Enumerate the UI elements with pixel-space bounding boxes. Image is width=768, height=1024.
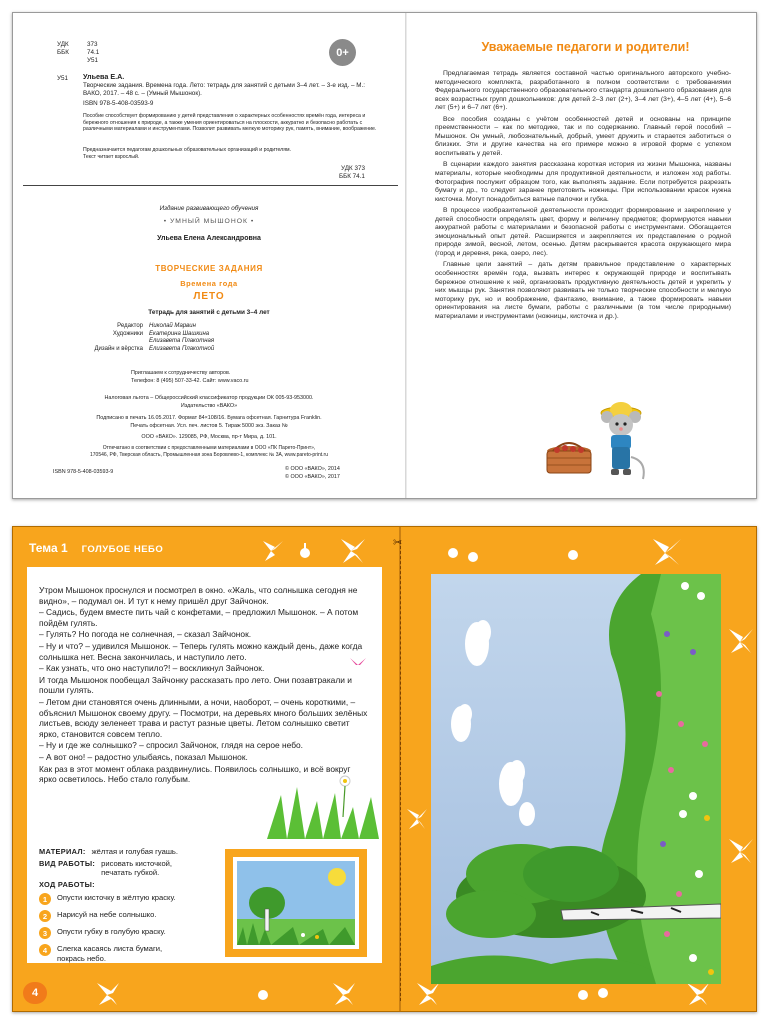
step-text: Нарисуй на небе солнышко. <box>57 910 157 920</box>
publisher-address: ООО «ВАКО». 129085, РФ, Москва, пр-т Мира, д. 101. <box>141 434 277 440</box>
code-key <box>57 57 77 65</box>
print-info-2: Печать офсетная. Усл. печ. листов 5. Тираж 5000 экз. Заказ № <box>130 423 288 429</box>
staff-role <box>53 338 149 346</box>
steps-list <box>39 893 229 962</box>
basket-icon <box>547 443 591 473</box>
staff-name: Екатерина Шашкина <box>149 330 210 337</box>
codes-right <box>339 165 365 181</box>
imprint-page <box>13 13 405 498</box>
cut-line <box>400 541 401 1001</box>
staff-row <box>53 331 214 339</box>
scissors-icon: ✂ <box>393 537 403 549</box>
story-card <box>27 567 382 839</box>
story-paragraph: И тогда Мышонок пообещал Зайчонку рассказать про лето. Они позавтракали и пошли гулять. <box>39 674 352 696</box>
book-description: Пособие способствует формированию у детей представления о характерных особенностях времён года, интереса и бережного отношения к природе, а также умения ориентироваться на плоскости, аккуратно и безопасно работать с различными материалами и инструментами. Позволит развивать мелкую моторику рук, память, внимание, воображение. <box>83 113 377 133</box>
audience-note: Предназначается педагогам дошкольных образовательных организаций и родителям. <box>83 147 292 153</box>
grass-flower-illustration <box>267 767 379 839</box>
preface-paragraph: В процессе изобразительной деятельности происходит формирование и закрепление у детей способности определять цвет, форму и величину предметов; формируются навыки аккуратной работы с материалами и безопасной работы с инструментами. Обогащается эмоциональный опыт детей. Расширяется и закрепляется их представление о родной природе зимой, весной, летом, осенью. Детям раскрывается красота окружающего мира (город и деревня, река, озеро, лес). <box>435 207 731 257</box>
work-type-value: рисовать кисточкой, печатать губкой. <box>101 858 173 878</box>
story-paragraph: – Как узнать, что оно наступило?! – воскликнул Зайчонок. <box>39 663 265 674</box>
preface-page <box>413 13 757 498</box>
call-number: У51 <box>57 75 69 82</box>
story-paragraph: Как раз в этот момент облака раздвинулись. Появилось солнышко, и всё вокруг ярко осветилось. Небо стало голубым. <box>39 763 351 785</box>
butterfly-icon <box>349 657 367 673</box>
story-paragraph: – Садись, будем вместе пить чай с конфетами, – предложил Мышонок. – А потом пойдём гулять. <box>39 607 359 628</box>
story-paragraph: – Летом дни становятся очень длинными, а ночи, наоборот, – очень короткими, – объяснил Мышонок своему другу. – Посмотри, на деревьях много больших зелёных листьев, всюду зеленеет трава и растут разные цветы. Летом солнышко светит ярко, становится совсем тепло. <box>39 696 368 739</box>
print-info-1: Подписано в печать 16.05.2017. Формат 84×108/16. Бумага офсетная. Гарнитура Franklin. <box>96 415 322 421</box>
footer-decor-right <box>413 981 753 1007</box>
mouse-character-illustration <box>545 395 655 487</box>
code-bbk: ББК 74.1 <box>339 173 365 180</box>
step-number: 2 <box>39 910 51 922</box>
example-photo <box>233 857 359 949</box>
step-text: Опусти губку в голубую краску. <box>57 927 166 937</box>
step-item <box>39 910 229 922</box>
code-value: 373 <box>87 41 98 48</box>
staff-row <box>53 323 214 331</box>
work-type-label: ВИД РАБОТЫ: <box>39 858 96 868</box>
task-card <box>27 839 382 963</box>
theme-number: Тема 1 <box>29 541 68 555</box>
example-photo-frame <box>225 849 367 957</box>
work-type-line <box>39 859 229 878</box>
mouse-icon <box>601 402 644 479</box>
staff-list <box>53 323 214 353</box>
author-short: Ульева Е.А. <box>83 72 125 81</box>
age-rating-badge: 0+ <box>329 39 356 66</box>
staff-row <box>53 346 214 354</box>
progress-label: ХОД РАБОТЫ: <box>39 879 95 889</box>
story-paragraph: – Ну и где же солнышко? – спросил Зайчонок, глядя на серое небо. <box>39 740 303 751</box>
preface-paragraph: Все пособия созданы с учётом особенностей детей и основаны на принципе преемственности – как по методике, так и по содержанию. Главный герой пособий – Мышонок. Он умный, любознательный, добрый, умеет дружить и старается заботиться о близких. Эти и другие качества на его примере можно в игровой форме с успехом воспитывать у детей. <box>435 115 731 157</box>
task-instructions <box>39 847 229 968</box>
publisher-phone: Телефон: 8 (495) 507-33-42. Сайт: www.vaco.ru <box>131 378 249 384</box>
code-value: 74.1 <box>87 49 100 56</box>
material-line <box>39 847 229 857</box>
imprint-divider <box>23 185 398 186</box>
preface-paragraph: Главные цели занятий – дать детям правильное представление о характерных особенностях времён года, вызвать интерес к окружающей природе и воспитывать бережное отношение к ней, организовать продуктивную деятельность детей и укрепить у них мышцы рук. Занятия позволяют развивать не только творческие способности и мелкую моторику рук, но и воображение, фантазию, внимание, а также формировать навыки ориентирования на листе бумаги, работы с различными (в том числе природными) материалами и инструментами (ножницы, кисточка и др.). <box>435 261 731 320</box>
coloring-scene <box>431 574 721 984</box>
step-text: Опусти кисточку в жёлтую краску. <box>57 893 176 903</box>
book-title: ТВОРЧЕСКИЕ ЗАДАНИЯ <box>155 264 263 273</box>
book-title-summer: ЛЕТО <box>193 291 225 302</box>
story-paragraph: Утром Мышонок проснулся и посмотрел в окно. «Жаль, что солнышка сегодня не видно», – подумал он. И тут к нему пришёл друг Зайчонок. <box>39 585 358 606</box>
material-label: МАТЕРИАЛ: <box>39 847 86 856</box>
preface-paragraph: В сценарии каждого занятия рассказана короткая история из жизни Мышонка, названы материалы, которые необходимы для продуктивной деятельности, и изложен ход работы. Фотография послужит образцом того, как выполнять задание. Если потребуется разрезать бумагу и др., то следует заранее приготовить ножницы. При использовании красок нужна кисточка. Могут понадобиться ватные палочки и губка. <box>435 161 731 203</box>
printed-by-1: Отпечатано в соответствии с предоставленными материалами в ООО «ПК Парето-Принт», <box>102 445 316 451</box>
isbn-top: ISBN 978-5-408-03593-9 <box>83 100 154 107</box>
publisher-label: Издательство «ВАКО» <box>180 403 238 409</box>
footer-decor-left <box>93 981 373 1007</box>
lesson-spread <box>12 526 757 1012</box>
bibliographic-record: Творческие задания. Времена года. Лето: тетрадь для занятий с детьми 3–4 лет. – 3-е изд. – М.: ВАКО, 2017. – 48 с. – (Умный Мышонок). <box>83 82 366 97</box>
summer-landscape-illustration <box>431 574 721 984</box>
staff-role: Редактор <box>117 323 143 329</box>
preface-body <box>435 70 731 324</box>
step-number: 4 <box>39 944 51 956</box>
staff-name: Елизавета Плакотной <box>149 345 215 352</box>
isbn-bottom: ISBN 978-5-408-03593-9 <box>53 469 114 475</box>
copyright-2014: © ООО «ВАКО», 2014 <box>285 466 340 472</box>
authors-invite: Приглашаем к сотрудничеству авторов. <box>131 370 231 376</box>
staff-name: Николай Марвин <box>149 323 196 329</box>
staff-row <box>53 338 214 346</box>
reader-note: Текст читает взрослый. <box>83 154 140 160</box>
step-number: 1 <box>39 893 51 905</box>
staff-role: Художники <box>112 330 143 337</box>
staff-role: Дизайн и вёрстка <box>94 345 143 352</box>
butterfly-icon <box>405 807 429 831</box>
butterfly-strawberry-decor <box>261 535 371 567</box>
code-udk: УДК 373 <box>341 165 365 172</box>
preface-title: Уважаемые педагоги и родители! <box>481 40 690 54</box>
code-value: У51 <box>87 57 99 64</box>
series-name: • УМНЫЙ МЫШОНОК • <box>163 218 255 225</box>
header-decor <box>443 535 753 569</box>
theme-header <box>29 541 163 555</box>
author-full-name: Ульева Елена Александровна <box>157 235 261 242</box>
workbook-subtitle: Тетрадь для занятий с детьми 3–4 лет <box>148 309 270 316</box>
page-number: 4 <box>23 982 47 1004</box>
step-number: 3 <box>39 927 51 939</box>
material-value: жёлтая и голубая гуашь. <box>91 847 178 856</box>
preface-paragraph: Предлагаемая тетрадь является составной частью оригинального авторского учебно-методического комплекта, разработанного в полном соответствии с требованиями Федерального государственного образовательного стандарта дошкольного образования для всех возрастных групп дошкольников: для детей 2–3 лет (2+), 3–4 лет (3+), 4–5 лет (4+), 5–6 лет (5+) и 6–7 лет (6+). <box>435 70 731 112</box>
story-paragraph: – А вот оно! – радостно улыбаясь, показал Мышонок. <box>39 751 248 762</box>
imprint-preface-spread <box>12 12 757 499</box>
step-item <box>39 927 229 939</box>
printed-by-2: 170546, РФ, Тверская область, Промышленная зона Боровлево-1, комплекс № 3А, www.pareto-print.ru <box>90 452 328 458</box>
story-paragraph: – Гулять? Но погода не солнечная, – сказал Зайчонок. <box>39 629 252 640</box>
step-text: Слегка касаясь листа бумаги, покрась небо. <box>57 944 163 963</box>
code-key: ББК <box>57 49 69 56</box>
copyright-2017: © ООО «ВАКО», 2017 <box>285 474 340 480</box>
story-paragraph: – Ну и что? – удивился Мышонок. – Теперь гулять можно каждый день, даже когда солнышка нет. Весна закончилась, и наступило лето. <box>39 640 363 662</box>
code-key: УДК <box>57 41 69 48</box>
tax-note: Налоговая льгота – Общероссийский классификатор продукции ОК 005-93-953000. <box>104 395 314 401</box>
right-margin-decor <box>725 627 755 927</box>
story-text <box>39 585 369 786</box>
book-subtitle-seasons: Времена года <box>180 279 238 288</box>
theme-title: ГОЛУБОЕ НЕБО <box>81 544 164 555</box>
step-item <box>39 893 229 905</box>
classification-codes <box>57 41 99 65</box>
staff-name: Елизавета Плакотная <box>149 338 215 344</box>
step-item <box>39 944 229 962</box>
page-fold <box>405 13 407 498</box>
edition-type: Издание развивающего обучения <box>159 205 259 212</box>
